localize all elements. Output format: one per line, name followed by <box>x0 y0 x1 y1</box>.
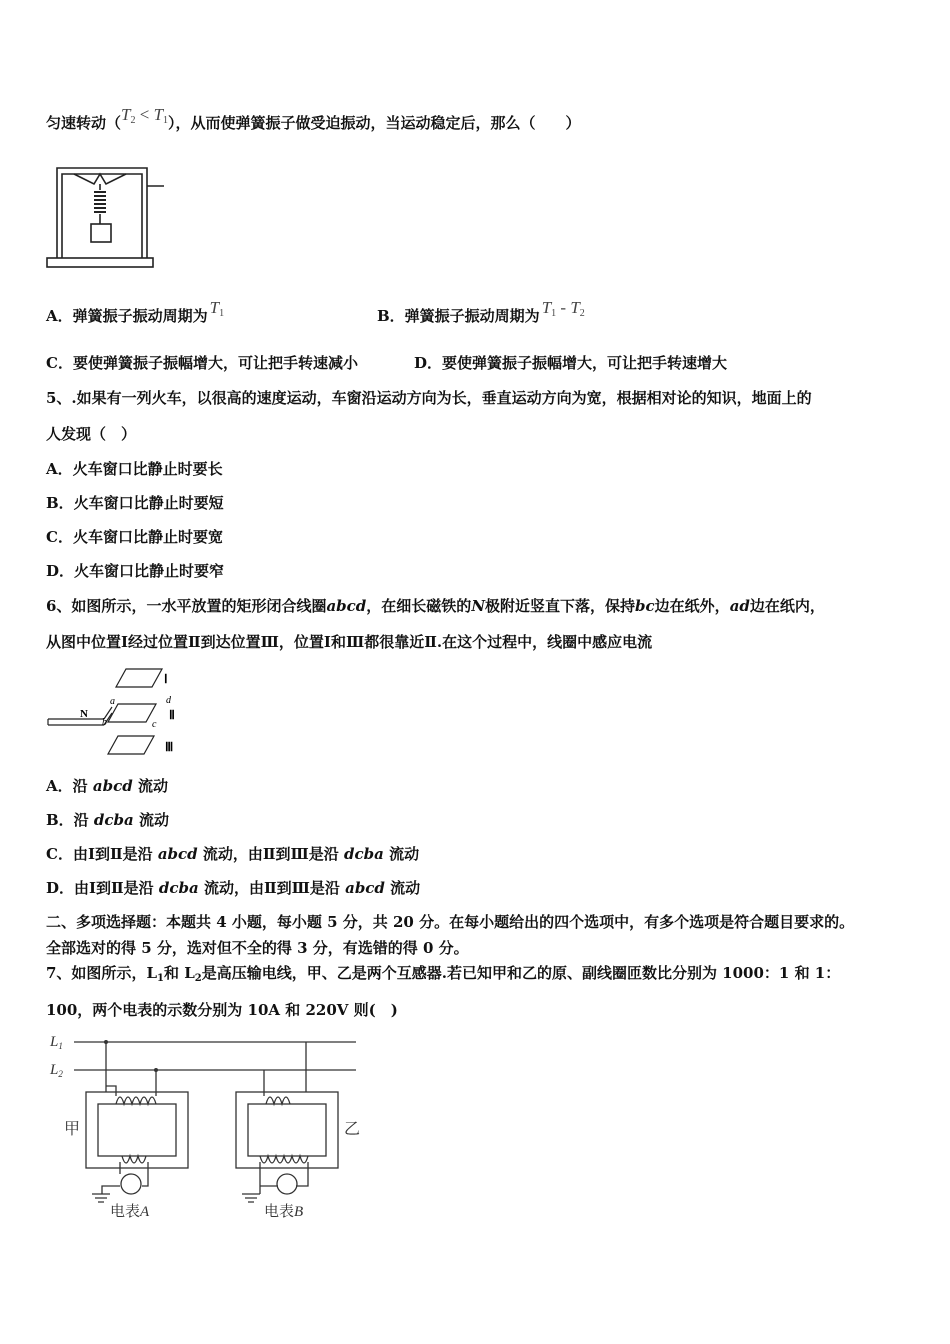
section2-line1: 二、多项选择题：本题共 4 小题，每小题 5 分，共 20 分。在每小题给出的四个选项中，有多个选项是符合题目要求的。 <box>46 913 855 931</box>
corner-c-label: c <box>152 719 157 730</box>
section2-line2: 全部选对的得 5 分，选对但不全的得 3 分，有选错的得 0 分。 <box>46 939 469 957</box>
math-t2-sub: 2 <box>579 308 585 319</box>
q4-option-b <box>377 298 585 332</box>
transformer-yi-inner <box>248 1104 326 1156</box>
spring-oscillator-figure <box>44 158 168 272</box>
transformer-figure <box>44 1026 366 1226</box>
q4-stem <box>46 105 581 139</box>
q6-s5: 边在纸内， <box>749 597 825 615</box>
jia-primary-lead-1 <box>106 1042 116 1096</box>
q6-b-post: 流动 <box>133 811 169 829</box>
corner-d-label: d <box>166 695 171 706</box>
q4-stem-pre: 匀速转动（ <box>46 114 122 132</box>
label-l2-letter: L <box>50 1062 59 1078</box>
junction-l2 <box>154 1068 158 1072</box>
spring-coil <box>94 192 106 212</box>
transformer-jia-inner <box>98 1104 176 1156</box>
q7-l1-sub: 1 <box>157 973 164 984</box>
q5-stem-line1: 5、.如果有一列火车，以很高的速度运动，车窗沿运动方向为长，垂直运动方向为宽，根据相对论的知识，地面上的 <box>46 389 812 407</box>
q6-d-p2: abcd <box>345 879 385 897</box>
q4-option-a <box>46 298 225 332</box>
ground-a <box>92 1194 110 1202</box>
label-meter-b <box>264 1202 303 1220</box>
jia-secondary-coil <box>122 1156 146 1163</box>
q6-b-path: dcba <box>93 811 134 829</box>
position-3-label: Ⅲ <box>165 740 174 754</box>
q4-option-c: C．要使弹簧振子振幅增大，可让把手转速减小 <box>46 354 358 372</box>
position-1-label: Ⅰ <box>164 672 168 686</box>
base-plate <box>47 258 153 267</box>
q7-s2: 和 L <box>163 964 195 982</box>
label-l2 <box>49 1062 63 1079</box>
yi-secondary-coil <box>260 1156 308 1163</box>
q6-option-b <box>46 810 169 830</box>
q6-option-a <box>46 776 168 796</box>
q6-s3: 极附近竖直下落，保持 <box>485 597 636 615</box>
q6-option-c <box>46 844 419 864</box>
q6-option-d <box>46 878 420 898</box>
q6-c-mid: 流动，由Ⅱ到Ⅲ是沿 <box>197 845 345 863</box>
q6-bc: bc <box>635 597 655 615</box>
q5-option-a: A．火车窗口比静止时要长 <box>46 460 223 478</box>
q6-stem-line1 <box>46 596 825 616</box>
q5-option-b: B．火车窗口比静止时要短 <box>46 494 224 512</box>
math-t1-sub: 1 <box>163 115 169 126</box>
coil-position-3 <box>108 736 154 754</box>
label-l2-sub: 2 <box>58 1069 63 1079</box>
frame-inner <box>62 174 142 258</box>
q6-c-post: 流动 <box>383 845 420 863</box>
q6-b-pre: B．沿 <box>46 811 94 829</box>
q7-s3: 是高压输电线，甲、乙是两个互感器.若已知甲和乙的原、副线圈匝数比分别为 1000：1 和 1： <box>201 964 841 982</box>
q4-option-d: D．要使弹簧振子振幅增大，可让把手转速增大 <box>414 354 728 372</box>
q6-a-pre: A．沿 <box>46 777 93 795</box>
ground-b <box>242 1194 260 1202</box>
q7-s1: 7、如图所示，L <box>46 964 157 982</box>
math-t2: T <box>570 298 580 317</box>
math-op: < <box>139 105 150 124</box>
q6-d-pre: D．由Ⅰ到Ⅱ是沿 <box>46 879 159 897</box>
label-jia: 甲 <box>64 1121 81 1138</box>
math-t1: T <box>153 105 164 124</box>
q6-c-p1: abcd <box>157 845 198 863</box>
q7-stem-line2: 100，两个电表的示数分别为 10A 和 220V 则( ) <box>46 1001 398 1019</box>
yi-secondary-leads <box>260 1162 308 1194</box>
meter-b <box>277 1174 297 1194</box>
math-t1-sub: 1 <box>551 308 557 319</box>
q6-ad: ad <box>729 597 750 615</box>
junction-l1 <box>104 1040 108 1044</box>
corner-b-label: b <box>102 717 107 728</box>
q6-d-mid: 流动，由Ⅱ到Ⅲ是沿 <box>198 879 346 897</box>
magnet-coil-figure <box>44 667 194 761</box>
math-t: T <box>209 298 220 317</box>
q5-option-c: C．火车窗口比静止时要宽 <box>46 528 223 546</box>
q6-a-post: 流动 <box>132 777 168 795</box>
q6-s4: 边在纸外， <box>654 597 730 615</box>
label-l1 <box>49 1034 63 1051</box>
q7-l2-sub: 2 <box>194 973 202 984</box>
q5-stem-line2: 人发现（ ） <box>46 425 137 443</box>
coil-position-2 <box>108 704 156 722</box>
position-2-label: Ⅱ <box>169 708 175 722</box>
q4-option-b-math <box>542 298 585 317</box>
label-meter-a-pre: 电表 <box>110 1204 141 1220</box>
oscillator-block <box>91 224 111 242</box>
q6-coil: abcd <box>326 597 367 615</box>
label-meter-b-pre: 电表 <box>264 1204 295 1220</box>
q6-pole: N <box>471 597 486 615</box>
corner-a-label: a <box>110 696 115 707</box>
math-t2: T <box>121 105 131 124</box>
math-t2-sub: 2 <box>130 115 136 126</box>
math-t1: T <box>541 298 552 317</box>
label-yi: 乙 <box>344 1121 361 1138</box>
q5-option-d: D．火车窗口比静止时要窄 <box>46 562 225 580</box>
jia-secondary-leads <box>102 1162 148 1194</box>
jia-primary-coil <box>116 1097 156 1104</box>
q6-a-path: abcd <box>92 777 133 795</box>
q4-option-a-label: A．弹簧振子振动周期为 <box>46 307 208 325</box>
label-l1-letter: L <box>50 1034 59 1050</box>
yi-primary-coil <box>266 1097 290 1104</box>
math-minus: - <box>560 298 567 317</box>
q4-option-b-label: B．弹簧振子振动周期为 <box>377 307 540 325</box>
q6-d-post: 流动 <box>384 879 421 897</box>
label-l1-sub: 1 <box>58 1041 63 1051</box>
q6-d-p1: dcba <box>158 879 199 897</box>
math-sub: 1 <box>219 308 225 319</box>
q4-option-a-math <box>210 298 224 317</box>
q6-stem-line2: 从图中位置Ⅰ经过位置Ⅱ到达位置Ⅲ，位置Ⅰ和Ⅲ都很靠近Ⅱ.在这个过程中，线圈中感应电流 <box>46 633 653 651</box>
q6-s2: ，在细长磁铁的 <box>366 597 472 615</box>
label-meter-b-letter: B <box>294 1204 304 1220</box>
q4-stem-post: ），从而使弹簧振子做受迫振动，当运动稳定后，那么（ ） <box>168 114 581 132</box>
label-meter-a <box>110 1202 150 1220</box>
label-meter-a-letter: A <box>140 1204 150 1220</box>
meter-a <box>121 1174 141 1194</box>
q6-c-pre: C．由Ⅰ到Ⅱ是沿 <box>46 845 158 863</box>
q7-stem-line1 <box>46 963 840 989</box>
q6-s1: 6、如图所示，一水平放置的矩形闭合线圈 <box>46 597 327 615</box>
q6-c-p2: dcba <box>344 845 384 863</box>
q4-stem-math <box>121 105 168 124</box>
hanging-string <box>74 174 126 184</box>
coil-position-1 <box>116 669 162 687</box>
magnet-n-label: N <box>80 708 88 720</box>
